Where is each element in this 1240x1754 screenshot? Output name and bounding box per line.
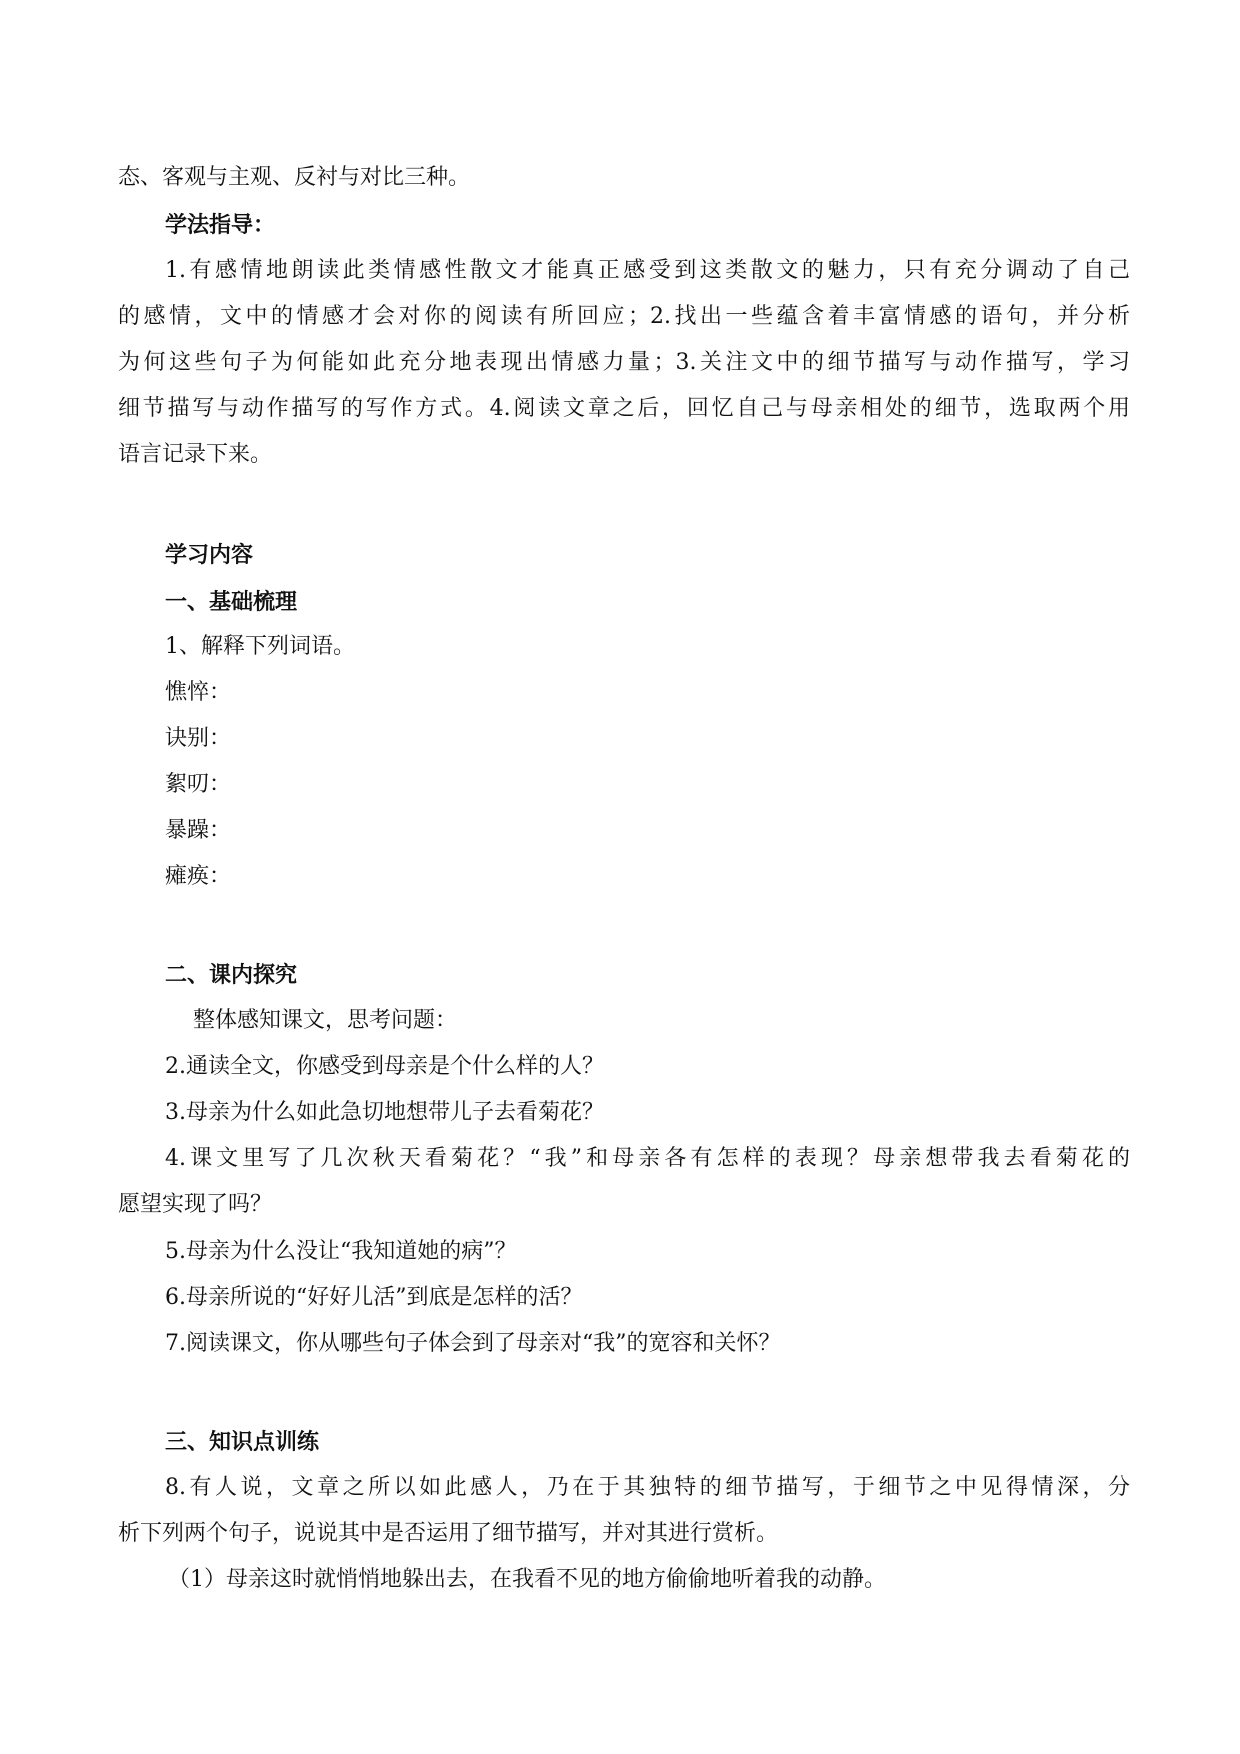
question-6: 6.母亲所说的“好好儿活”到底是怎样的活？ bbox=[165, 1285, 583, 1310]
question-4-line-2: 愿望实现了吗？ bbox=[118, 1192, 273, 1217]
question-7: 7.阅读课文，你从哪些句子体会到了母亲对“我”的宽容和关怀？ bbox=[165, 1331, 781, 1356]
word-item: 暴躁： bbox=[165, 818, 232, 843]
section-1-heading: 一、基础梳理 bbox=[165, 589, 298, 615]
section-2-intro: 整体感知课文，思考问题： bbox=[193, 1008, 458, 1033]
word-item: 絮叨： bbox=[165, 772, 232, 797]
question-3: 3.母亲为什么如此急切地想带儿子去看菊花？ bbox=[165, 1100, 604, 1125]
method-line-1: 1.有感情地朗读此类情感性散文才能真正感受到这类散文的魅力，只有充分调动了自己 bbox=[165, 258, 1130, 283]
question-4-line-1: 4.课文里写了几次秋天看菊花？“我”和母亲各有怎样的表现？母亲想带我去看菊花的 bbox=[165, 1146, 1130, 1171]
method-line-3: 为何这些句子为何能如此充分地表现出情感力量；3.关注文中的细节描写与动作描写，学习 bbox=[118, 350, 1130, 375]
word-item: 憔悴： bbox=[165, 680, 232, 705]
text-line-intro-tail: 态、客观与主观、反衬与对比三种。 bbox=[118, 165, 471, 190]
method-heading: 学法指导： bbox=[165, 212, 276, 238]
question-8-line-1: 8.有人说，文章之所以如此感人，乃在于其独特的细节描写，于细节之中见得情深，分 bbox=[165, 1475, 1130, 1500]
question-2: 2.通读全文，你感受到母亲是个什么样的人？ bbox=[165, 1054, 604, 1079]
section-3-heading: 三、知识点训练 bbox=[165, 1429, 320, 1455]
method-line-5: 语言记录下来。 bbox=[118, 442, 273, 467]
section-2-heading: 二、课内探究 bbox=[165, 962, 298, 988]
question-5: 5.母亲为什么没让“我知道她的病”？ bbox=[165, 1239, 517, 1264]
method-line-4: 细节描写与动作描写的写作方式。4.阅读文章之后，回忆自己与母亲相处的细节，选取两个用 bbox=[118, 396, 1130, 421]
content-heading: 学习内容 bbox=[165, 542, 254, 568]
sentence-1: （1）母亲这时就悄悄地躲出去，在我看不见的地方偷偷地听着我的动静。 bbox=[168, 1567, 886, 1592]
question-8-line-2: 析下列两个句子，说说其中是否运用了细节描写，并对其进行赏析。 bbox=[118, 1521, 779, 1546]
method-line-2: 的感情，文中的情感才会对你的阅读有所回应；2.找出一些蕴含着丰富情感的语句，并分析 bbox=[118, 304, 1130, 329]
word-item: 瘫痪： bbox=[165, 864, 232, 889]
word-item: 诀别： bbox=[165, 726, 232, 751]
question-1: 1、解释下列词语。 bbox=[165, 634, 355, 659]
